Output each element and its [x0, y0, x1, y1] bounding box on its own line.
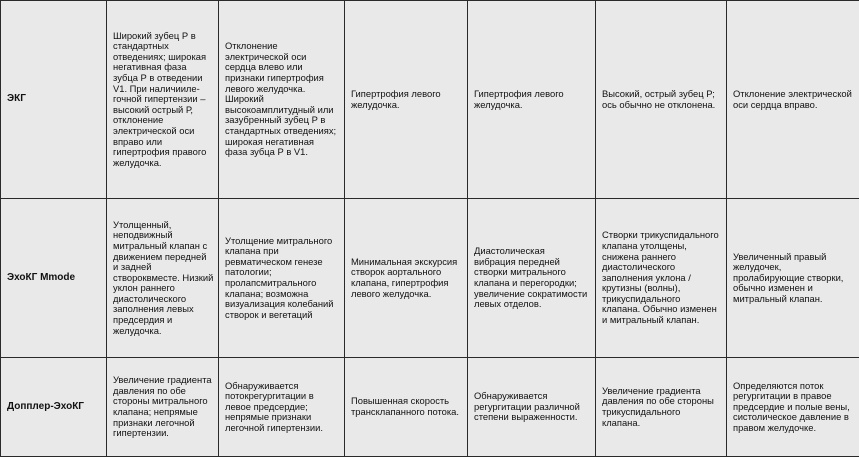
table-cell: Минимальная экскурсия створок аортального клапана, гипертрофия левого желудочка. — [345, 199, 468, 358]
table-cell: Повышенная скорость трансклапанного потока. — [345, 358, 468, 457]
table-cell: Гипертрофия левого желудочка. — [468, 1, 596, 199]
row-header-doppler: Допплер-ЭхоКГ — [1, 358, 107, 457]
table-cell: Определяются поток регургитации в правое предсердие и полые вены, систолическое давление в правом желудочке. — [727, 358, 859, 457]
table-cell: Гипертрофия левого желудочка. — [345, 1, 468, 199]
table-cell: Увеличение градиента давления по обе стороны трикуспидального клапана. — [596, 358, 727, 457]
table-cell: Утолщение митрального клапана при ревматическом генезе патологии; пролапсмитрального клапана; возможна визуализация колебаний створок и вегетаций — [219, 199, 345, 358]
table-cell: Утолщенный, неподвижный митральный клапан с движением передней и задней створоквместе. Низкий уклон раннего диастолического заполнения левых предсердия и желудочка. — [107, 199, 219, 358]
table-cell: Отклонение электрической оси сердца влево или признаки гипертрофия левого желудочка. Широкий высокоамплитудный или зазубренный зубец Р в стандартных отведениях; широкая негативная фаза зубца Р в V1. — [219, 1, 345, 199]
table-cell: Диастолическая вибрация передней створки митрального клапана и перегородки; увеличение сократимости левых отделов. — [468, 199, 596, 358]
table-cell: Створки трикуспидального клапана утолщены, снижена раннего диастолического заполнения уклона / крутизны (волны), трикуспидального клапана. Обычно изменен и митральный клапан. — [596, 199, 727, 358]
table-row-ecg — [1, 1, 859, 199]
table-cell: Увеличенный правый желудочек, пролабирующие створки, обычно изменен и митральный клапан. — [727, 199, 859, 358]
row-header-ecg: ЭКГ — [1, 1, 107, 199]
table-row-doppler — [1, 358, 859, 457]
table-cell: Отклонение электрической оси сердца вправо. — [727, 1, 859, 199]
table-cell: Увеличение градиента давления по обе стороны митрального клапана; непрямые признаки легочной гипертензии. — [107, 358, 219, 457]
row-header-echo-mmode: ЭхоКГ Mmode — [1, 199, 107, 358]
table-cell: Обнаруживается регургитации различной степени выраженности. — [468, 358, 596, 457]
table-cell: Широкий зубец Р в стандартных отведениях; широкая негативная фаза зубца Р в отведении V1. При наличиилегочной гипертензии – высокий острый Р, отклонение электрической оси вправо или гипертрофия правого желудочка. — [107, 1, 219, 199]
table-cell: Обнаруживается потокрегургитации в левое предсердие; непрямые признаки легочной гипертензии. — [219, 358, 345, 457]
table-cell: Высокий, острый зубец Р; ось обычно не отклонена. — [596, 1, 727, 199]
table-row-echo-mmode — [1, 199, 859, 358]
